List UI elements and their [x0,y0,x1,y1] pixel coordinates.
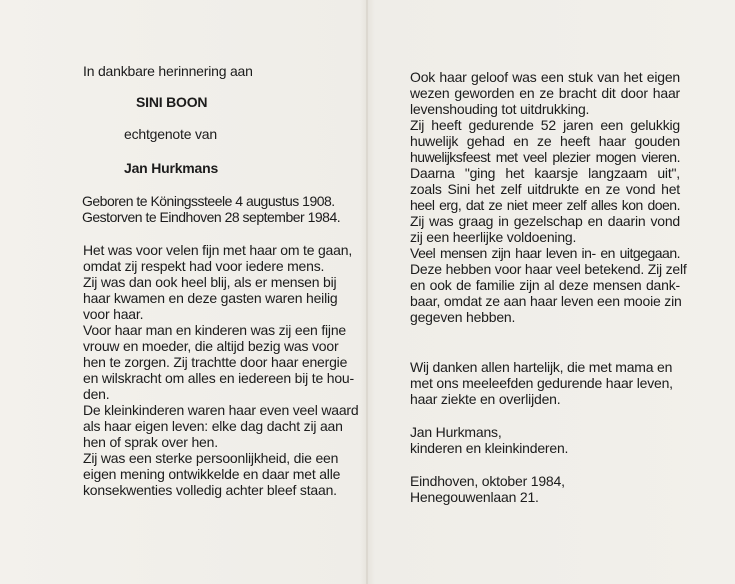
body-line: baar, omdat ze aan haar leven een mooie zin [410,293,682,309]
body-line: als haar eigen leven: elke dag dacht zij aan [83,418,343,434]
spouse-label: echtgenote van [124,126,217,142]
body-line: konsekwenties volledig achter bleef staan. [83,482,337,498]
body-line: zij een heerlijke voldoening. [410,229,577,245]
body-line: Zij was dan ook heel blij, als er mensen bij [83,274,337,290]
body-line: Zij heeft gedurende 52 jaren een gelukkig [410,117,680,133]
intro-text: In dankbare herinnering aan [83,63,253,79]
body-line: haar kwamen en deze gasten waren heilig [83,290,338,306]
deceased-name: SINI BOON [136,94,208,110]
body-line: eigen mening ontwikkelde en daar met alle [83,466,341,482]
body-line: Daarna "ging het kaarsje langzaam uit", [410,165,680,181]
body-line: en wilskracht om alles en iedereen bij te hou- [83,370,354,386]
body-line: huwelijksfeest met veel plezier mogen vieren. [410,149,680,165]
body-line: Voor haar man en kinderen was zij een fijne [83,322,347,338]
body-line: voor haar. [83,306,144,322]
body-line: den. [83,386,110,402]
body-line: hen of sprak over hen. [83,434,218,450]
body-line: wezen geworden en ze bracht dit door haar [410,85,680,101]
body-line: omdat zij respekt had voor iedere mens. [83,258,325,274]
signature-line: Jan Hurkmans, [410,424,502,440]
body-line: vrouw en moeder, die altijd bezig was voor [83,338,339,354]
body-line: hen te zorgen. Zij trachtte door haar energie [83,354,348,370]
card-fold [366,0,368,584]
thanks-line: met ons meeleefden gedurende haar leven, [410,375,673,391]
body-line: Het was voor velen fijn met haar om te gaan, [83,242,353,258]
body-line: en ook de familie zijn al deze mensen dank- [410,277,680,293]
spouse-name: Jan Hurkmans [124,160,219,176]
body-line: levenshouding tot uitdrukking. [410,101,590,117]
body-line: De kleinkinderen waren haar even veel waard [83,402,359,418]
thanks-line: haar ziekte en overlijden. [410,391,561,407]
place-date: Eindhoven, oktober 1984, [410,473,565,489]
body-line: zoals Sini het zelf uitdrukte en ze vond het [410,181,680,197]
death-line: Gestorven te Eindhoven 28 september 1984. [82,209,341,225]
body-line: Ook haar geloof was een stuk van het eigen [410,69,680,85]
signature-line: kinderen en kleinkinderen. [410,440,569,456]
body-line: heel erg, dat ze niet meer zelf alles kon doen. [410,197,680,213]
thanks-line: Wij danken allen hartelijk, die met mama en [410,359,673,375]
body-line: Deze hebben voor haar veel betekend. Zij zelf [410,261,687,277]
body-line: gegeven hebben. [410,309,516,325]
body-line: huwelijk gehad en ze heeft haar gouden [410,133,680,149]
address: Henegouwenlaan 21. [410,489,539,505]
body-line: Veel mensen zijn haar leven in- en uitgegaan. [410,245,680,261]
body-line: Zij was een sterke persoonlijkheid, die een [83,450,339,466]
birth-line: Geboren te Köningssteele 4 augustus 1908. [82,193,335,209]
body-line: Zij was graag in gezelschap en daarin vond [410,213,680,229]
